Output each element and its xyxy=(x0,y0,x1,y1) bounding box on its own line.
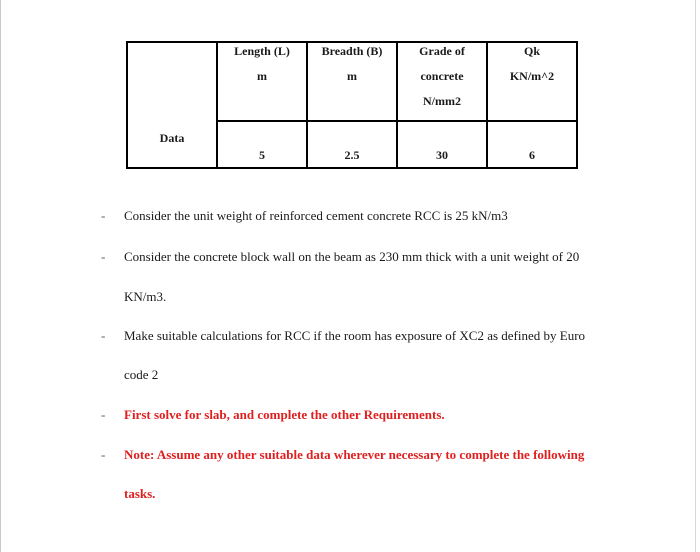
value-grade-cell xyxy=(397,121,487,168)
value-length-cell xyxy=(217,121,307,168)
header-grade-line1: Grade of xyxy=(419,44,465,58)
bullet-dash: - xyxy=(101,249,106,264)
value-grade: 30 xyxy=(436,148,448,162)
bullet-exposure: Make suitable calculations for RCC if the room has exposure of XC2 as defined by Euro xyxy=(124,328,586,343)
header-length-unit: m xyxy=(257,69,267,83)
header-grade-unit: N/mm2 xyxy=(423,94,461,108)
bullet-dash: - xyxy=(101,447,106,462)
bullet-dash: - xyxy=(101,407,106,422)
header-qk xyxy=(487,42,577,121)
bullet-dash: - xyxy=(101,208,106,223)
header-length-line1: Length (L) xyxy=(234,44,290,58)
value-breadth-cell xyxy=(307,121,397,168)
header-qk-unit: KN/m^2 xyxy=(509,69,555,83)
header-qk-line1: Qk xyxy=(523,44,540,58)
bullet-note: Note: Assume any other suitable data wherever necessary to complete the following xyxy=(124,447,585,462)
value-length: 5 xyxy=(259,148,265,162)
data-table xyxy=(126,41,578,169)
bullet-note-cont: tasks. xyxy=(124,486,156,501)
page-right-edge xyxy=(695,0,696,552)
header-grade-line2: concrete xyxy=(420,69,464,83)
row-label: Data xyxy=(159,131,185,145)
bullet-unit-weight-rcc: Consider the unit weight of reinforced cement concrete RCC is 25 kN/m3 xyxy=(124,208,508,223)
table-header-row xyxy=(127,42,577,121)
header-length xyxy=(217,42,307,121)
value-qk-cell xyxy=(487,121,577,168)
header-grade xyxy=(397,42,487,121)
bullet-block-wall: Consider the concrete block wall on the beam as 230 mm thick with a unit weight of 20 xyxy=(124,249,580,264)
header-breadth-line1: Breadth (B) xyxy=(321,44,383,58)
bullet-solve-slab: First solve for slab, and complete the other Requirements. xyxy=(124,407,445,422)
bullet-dash: - xyxy=(101,328,106,343)
bullet-exposure-cont: code 2 xyxy=(124,367,159,382)
value-qk: 6 xyxy=(529,148,535,162)
value-breadth: 2.5 xyxy=(344,148,360,162)
header-breadth-unit: m xyxy=(347,69,357,83)
row-label-cell xyxy=(127,42,217,168)
bullet-block-wall-cont: KN/m3. xyxy=(124,289,167,304)
page-left-edge xyxy=(0,0,1,552)
header-breadth xyxy=(307,42,397,121)
